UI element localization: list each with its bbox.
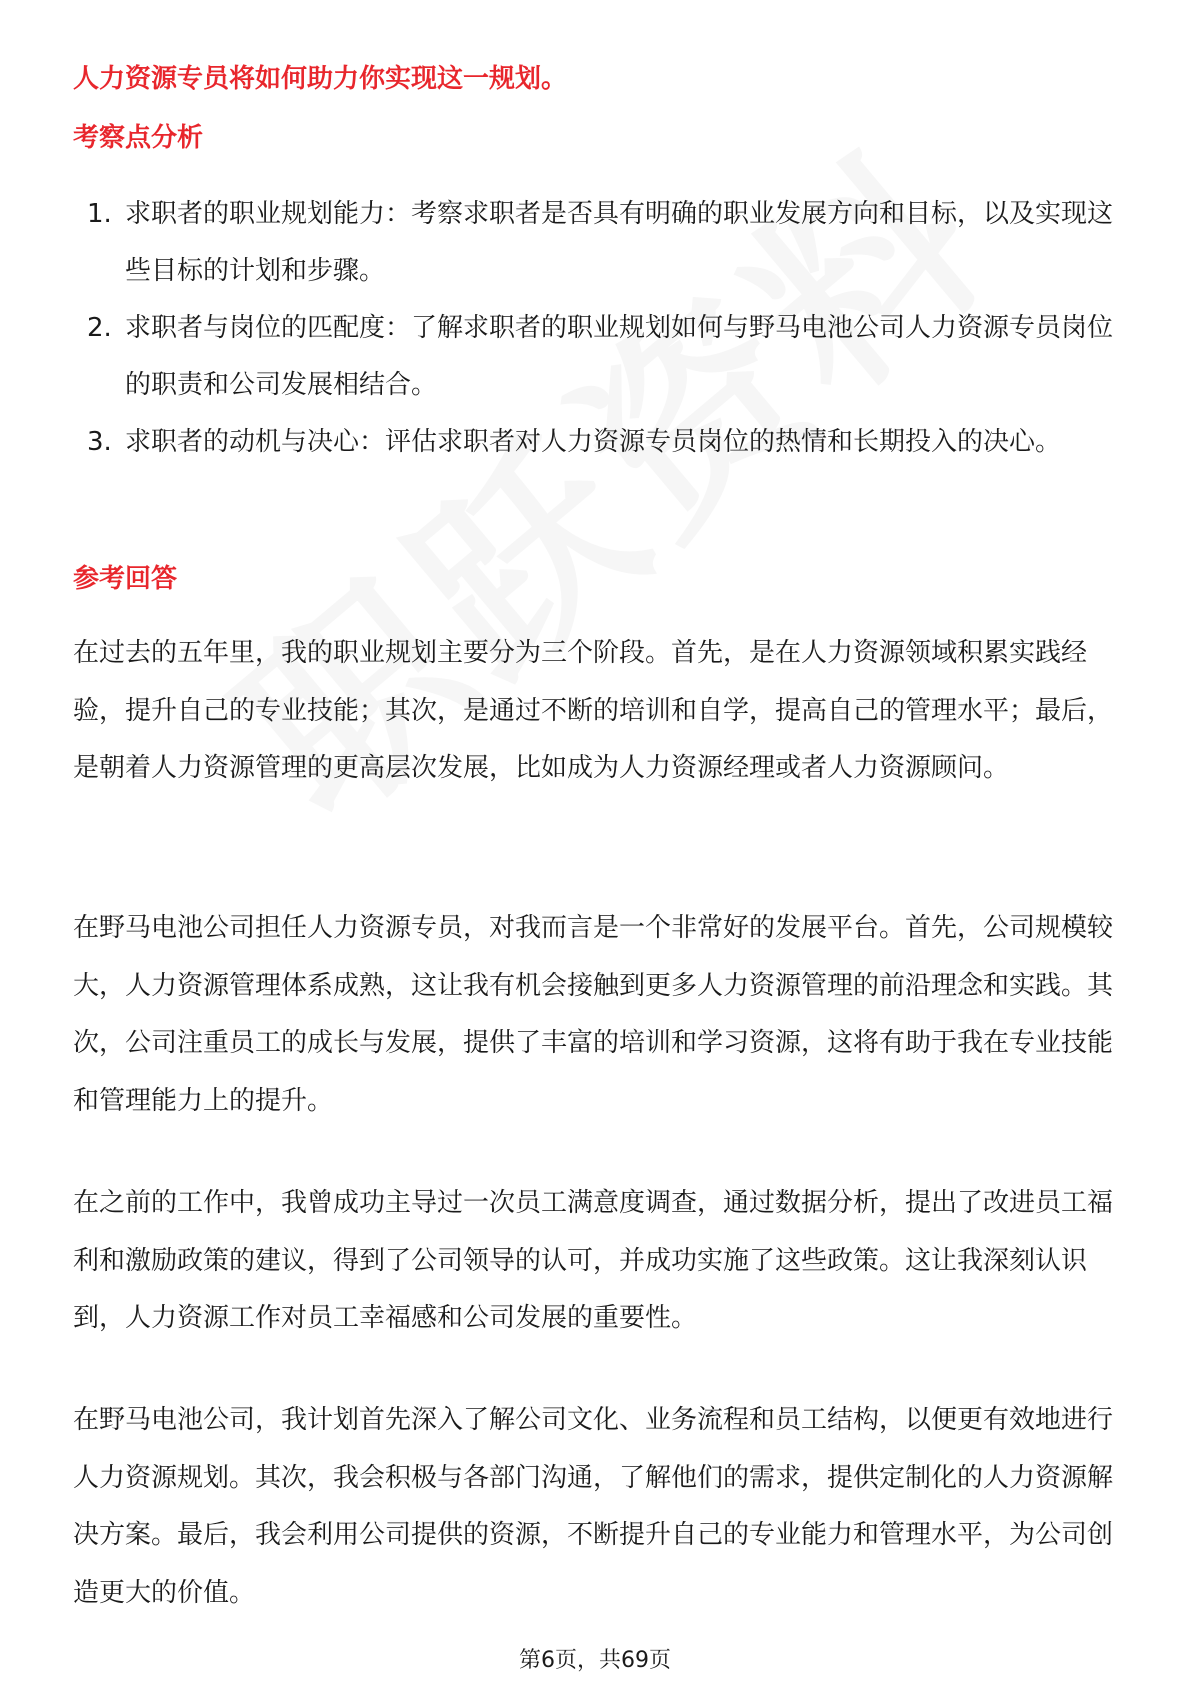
answer-paragraph-4: 在野马电池公司，我计划首先深入了解公司文化、业务流程和员工结构，以便更有效地进行人力资源规划。其次，我会积极与各部门沟通，了解他们的需求，提供定制化的人力资源解决方案。最后，我会利用公司提供的资源，不断提升自己的专业能力和管理水平，为公司创造更大的价值。 [73,1405,1114,1608]
point-text: 求职者的职业规划能力：考察求职者是否具有明确的职业发展方向和目标，以及实现这些目标的计划和步骤。 [125,199,1114,286]
point-text: 求职者的动机与决心：评估求职者对人力资源专员岗位的热情和长期投入的决心。 [125,427,1062,457]
analysis-heading: 考察点分析 [73,123,204,153]
point-number: 1. [87,199,112,229]
question-tail: 人力资源专员将如何助力你实现这一规划。 [73,64,568,94]
point-number: 2. [87,313,112,343]
analysis-point-list [73,186,1123,471]
analysis-point-2 [73,300,1123,414]
analysis-point-3 [73,414,1123,471]
answer-paragraph-3: 在之前的工作中，我曾成功主导过一次员工满意度调查，通过数据分析，提出了改进员工福利和激励政策的建议，得到了公司领导的认可，并成功实施了这些政策。这让我深刻认识到，人力资源工作对员工幸福感和公司发展的重要性。 [73,1188,1114,1333]
point-number: 3. [87,427,112,457]
analysis-point-1 [73,186,1123,300]
answer-heading: 参考回答 [73,564,178,594]
point-text: 求职者与岗位的匹配度：了解求职者的职业规划如何与野马电池公司人力资源专员岗位的职责和公司发展相结合。 [125,313,1114,400]
answer-paragraph-2: 在野马电池公司担任人力资源专员，对我而言是一个非常好的发展平台。首先，公司规模较大，人力资源管理体系成熟，这让我有机会接触到更多人力资源管理的前沿理念和实践。其次，公司注重员工的成长与发展，提供了丰富的培训和学习资源，这将有助于我在专业技能和管理能力上的提升。 [73,913,1114,1116]
answer-paragraph-1: 在过去的五年里，我的职业规划主要分为三个阶段。首先，是在人力资源领域积累实践经验，提升自己的专业技能；其次，是通过不断的培训和自学，提高自己的管理水平；最后，是朝着人力资源管理的更高层次发展，比如成为人力资源经理或者人力资源顾问。 [73,638,1114,783]
page-number-footer: 第6页，共69页 [519,1648,671,1673]
